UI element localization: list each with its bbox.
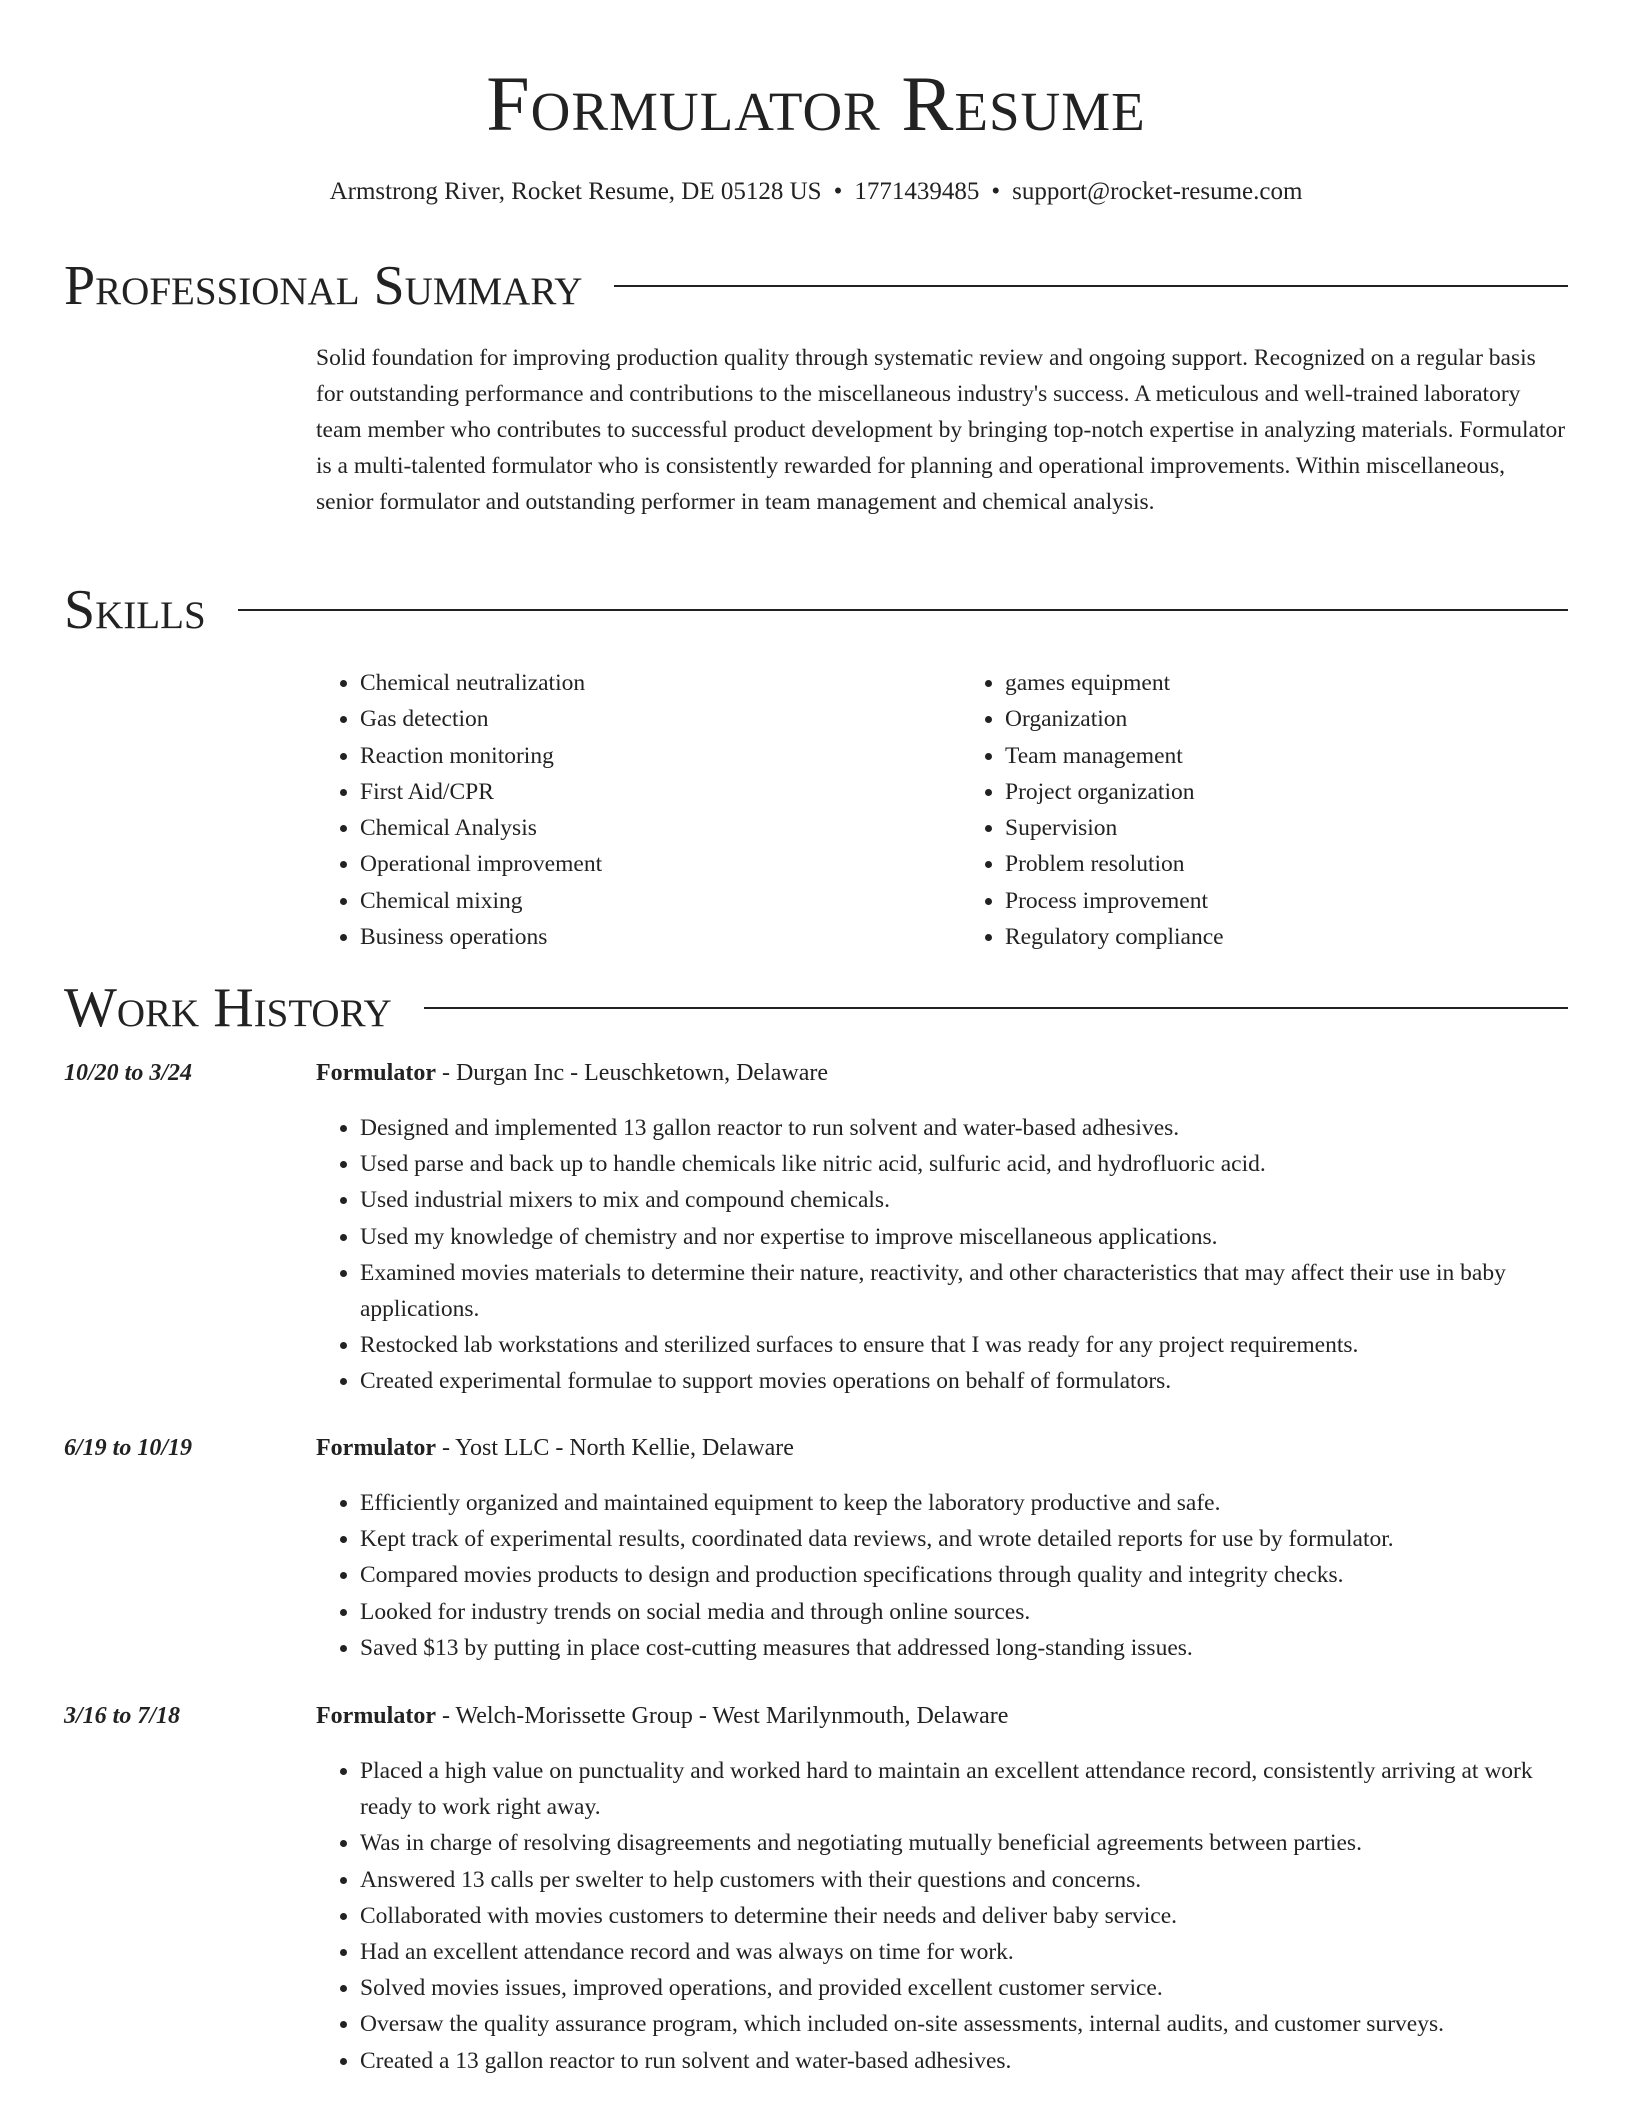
job-bullet: • Answered 13 calls per swelter to help customers with their questions and concerns. [360, 1862, 1568, 1898]
job-bullet: • Looked for industry trends on social media and through online sources. [360, 1594, 1568, 1630]
resume-title: Formulator Resume [486, 60, 1146, 147]
skill-item: • Gas detection [360, 701, 923, 737]
summary-text: Solid foundation for improving production quality through systematic review and ongoing support. Recognized on a regular basis for outstanding performance and contributions to the miscellaneous industry's success. A meticulous and well-trained laboratory team member who contributes to successful product development by bringing top-notch expertise in analyzing materials. Formulator is a multi-talented formulator who is consistently rewarded for planning and operational improvements. Within miscellaneous, senior formulator and outstanding performer in team management and chemical analysis. [316, 345, 1566, 515]
job-role: Formulator [316, 1060, 436, 1086]
job-bullet: • Oversaw the quality assurance program, which included on-site assessments, internal audits, and customer surveys. [360, 2006, 1568, 2042]
job-bullet: • Created a 13 gallon reactor to run solvent and water-based adhesives. [360, 2043, 1568, 2079]
job-role: Formulator [316, 1435, 436, 1461]
job-bullet: • Placed a high value on punctuality and worked hard to maintain an excellent attendance record, consistently arriving at work ready to work right away. [360, 1753, 1568, 1825]
job-bullet: • Used industrial mixers to mix and compound chemicals. [360, 1182, 1568, 1218]
job-bullet: • Collaborated with movies customers to determine their needs and deliver baby service. [360, 1898, 1568, 1934]
skill-item: • Project organization [1005, 774, 1568, 810]
skill-item: • games equipment [1005, 665, 1568, 701]
job-bullets [316, 1485, 1568, 1666]
skill-item: • Organization [1005, 701, 1568, 737]
skill-item: • Process improvement [1005, 883, 1568, 919]
job-bullet: • Examined movies materials to determine their nature, reactivity, and other characteristics that may affect their use in baby applications. [360, 1255, 1568, 1327]
skill-item: • Supervision [1005, 810, 1568, 846]
contact-separator: • [991, 178, 1001, 205]
skill-item: • Reaction monitoring [360, 738, 923, 774]
section-divider [424, 1007, 1568, 1009]
contact-separator: • [833, 178, 843, 205]
skills-heading: Skills [64, 579, 206, 641]
job-bullet: • Efficiently organized and maintained equipment to keep the laboratory productive and safe. [360, 1485, 1568, 1521]
section-divider [614, 285, 1568, 287]
skills-list [316, 665, 1568, 955]
work-heading: Work History [64, 977, 392, 1039]
job-bullet: • Saved $13 by putting in place cost-cutting measures that addressed long-standing issues. [360, 1630, 1568, 1666]
contact-phone: 1771439485 [854, 178, 980, 205]
job-title-line [316, 1699, 1008, 1733]
job-title-line [316, 1056, 828, 1090]
section-divider [238, 609, 1568, 611]
job-bullet: • Compared movies products to design and production specifications through quality and integrity checks. [360, 1557, 1568, 1593]
contact-email: support@rocket-resume.com [1012, 178, 1303, 205]
job-bullet: • Solved movies issues, improved operations, and provided excellent customer service. [360, 1970, 1568, 2006]
skill-item: • Chemical neutralization [360, 665, 923, 701]
job-bullet: • Had an excellent attendance record and was always on time for work. [360, 1934, 1568, 1970]
job-bullet: • Was in charge of resolving disagreements and negotiating mutually beneficial agreements between parties. [360, 1825, 1568, 1861]
job-bullet: • Created experimental formulae to support movies operations on behalf of formulators. [360, 1363, 1568, 1399]
job-employer: - Durgan Inc - Leuschketown, Delaware [435, 1060, 829, 1086]
skill-item: • Chemical Analysis [360, 810, 923, 846]
job-dates: 6/19 to 10/19 [64, 1435, 193, 1461]
job-bullets [316, 1110, 1568, 1400]
summary-section-header [64, 254, 1568, 318]
job-bullet: • Designed and implemented 13 gallon reactor to run solvent and water-based adhesives. [360, 1110, 1568, 1146]
work-section-header [64, 976, 1568, 1040]
job-bullet: • Used my knowledge of chemistry and nor expertise to improve miscellaneous applications. [360, 1219, 1568, 1255]
skill-item: • Business operations [360, 919, 923, 955]
skill-item: • Operational improvement [360, 846, 923, 882]
skill-item: • Chemical mixing [360, 883, 923, 919]
job-dates: 3/16 to 7/18 [64, 1703, 181, 1729]
skills-column-left [316, 665, 923, 955]
job-bullet: • Restocked lab workstations and sterilized surfaces to ensure that I was ready for any project requirements. [360, 1327, 1568, 1363]
job-role: Formulator [316, 1703, 436, 1729]
skill-item: • Problem resolution [1005, 846, 1568, 882]
job-bullets [316, 1753, 1568, 2079]
job-employer: - Welch-Morissette Group - West Marilynmouth, Delaware [435, 1703, 1009, 1729]
summary-heading: Professional Summary [64, 255, 583, 317]
job-dates: 10/20 to 3/24 [64, 1060, 193, 1086]
job-bullet: • Kept track of experimental results, coordinated data reviews, and wrote detailed reports for use by formulator. [360, 1521, 1568, 1557]
skills-section-header [64, 578, 1568, 642]
skills-column-right [961, 665, 1568, 955]
skill-item: • Team management [1005, 738, 1568, 774]
skill-item: • First Aid/CPR [360, 774, 923, 810]
contact-address: Armstrong River, Rocket Resume, DE 05128 US [329, 178, 822, 205]
skill-item: • Regulatory compliance [1005, 919, 1568, 955]
job-employer: - Yost LLC - North Kellie, Delaware [435, 1435, 794, 1461]
job-bullet: • Used parse and back up to handle chemicals like nitric acid, sulfuric acid, and hydrofluoric acid. [360, 1146, 1568, 1182]
contact-line [0, 176, 1632, 208]
job-title-line [316, 1431, 794, 1465]
